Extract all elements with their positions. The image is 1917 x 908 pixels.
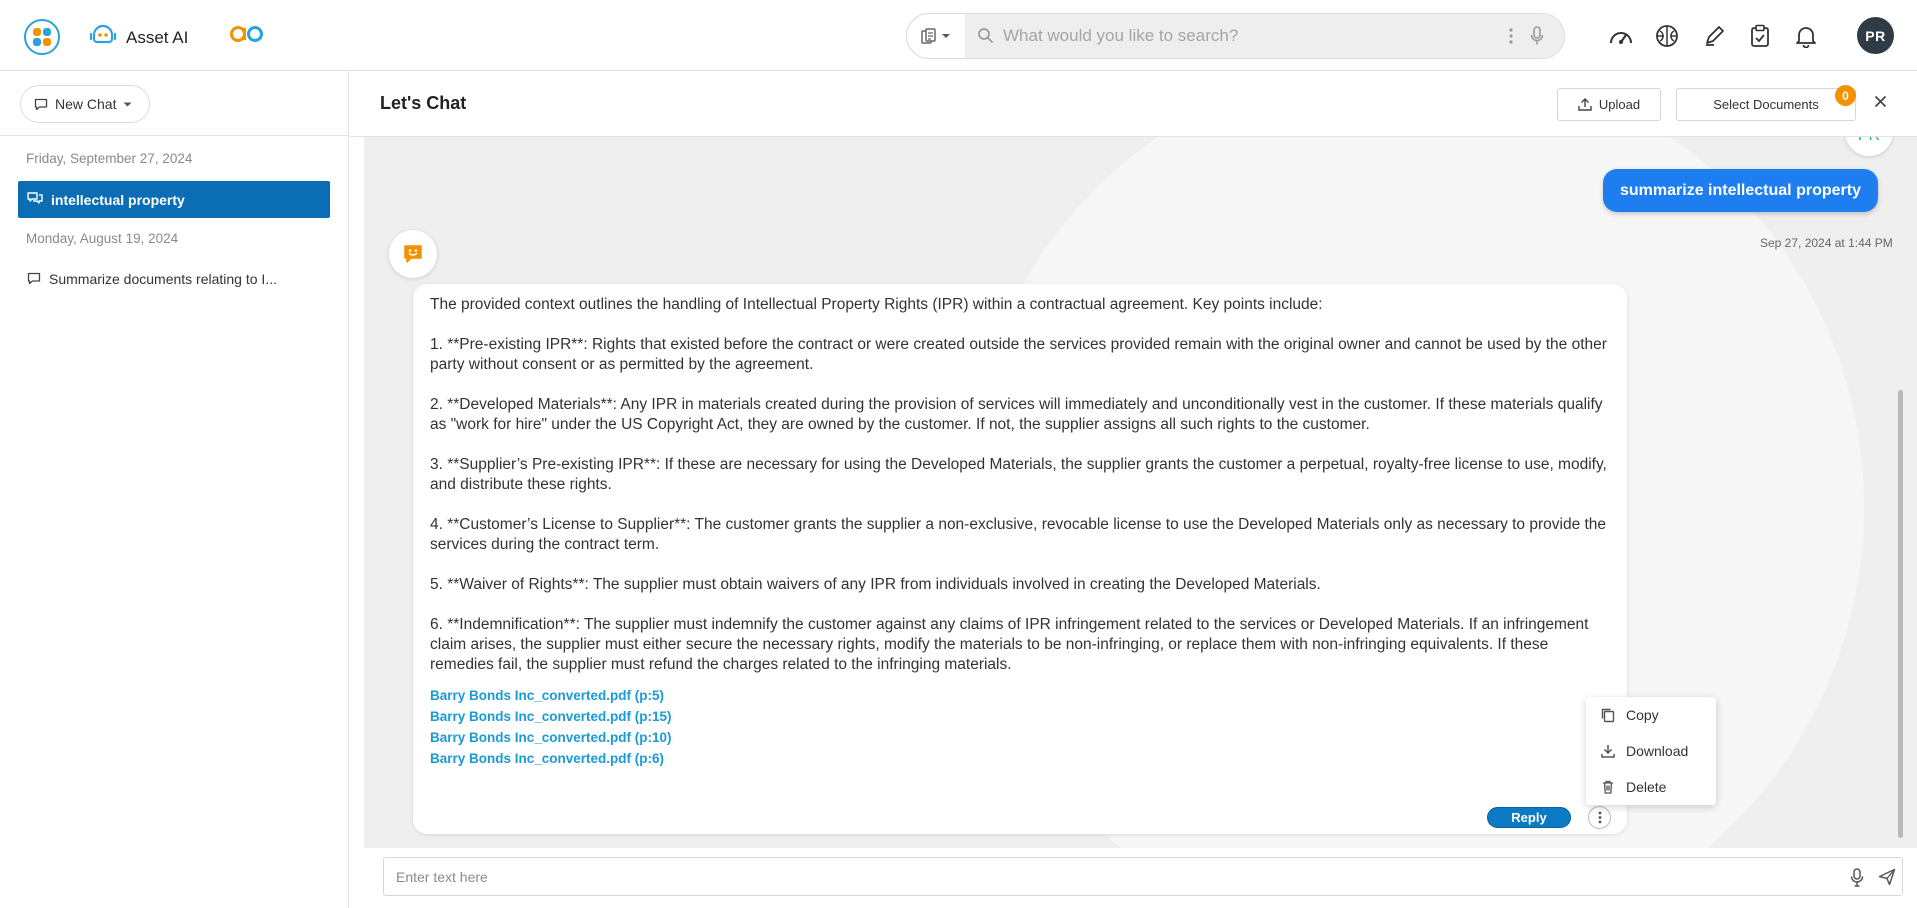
download-label: Download [1626, 743, 1689, 759]
search-icon [977, 27, 994, 44]
speedometer-icon[interactable] [1607, 22, 1635, 50]
message-composer [383, 857, 1903, 896]
app-launcher-icon[interactable] [24, 19, 60, 55]
partner-logo-icon [229, 24, 265, 49]
chat-scrollbar[interactable] [1898, 390, 1903, 838]
delete-menu-item[interactable] [1600, 779, 1666, 795]
bot-paragraph: The provided context outlines the handling of Intellectual Property Rights (IPR) within a contractual agreement. Key points include: [430, 296, 1323, 313]
history-date-label: Friday, September 27, 2024 [26, 151, 193, 166]
asset-ai-logo-icon [88, 21, 118, 54]
bot-message-bubble [413, 284, 1627, 834]
copy-icon [1600, 707, 1616, 723]
bot-paragraph: 3. **Supplier’s Pre-existing IPR**: If these are necessary for using the Developed Materials, the supplier grants the customer a perpetual, royalty-free license to use, modify, and distribute these rights. [430, 456, 1607, 493]
search-scope-dropdown[interactable] [907, 14, 965, 58]
new-chat-label: New Chat [55, 96, 117, 112]
chat-title: Let's Chat [380, 93, 467, 113]
chevron-down-icon [123, 102, 132, 107]
selected-documents-count-badge: 0 [1835, 85, 1856, 106]
clipboard-check-icon[interactable] [1746, 22, 1774, 50]
microphone-icon[interactable] [1850, 868, 1864, 887]
search-options-icon[interactable] [1508, 27, 1514, 45]
delete-label: Delete [1626, 779, 1667, 795]
brain-icon[interactable] [1653, 22, 1681, 50]
bot-paragraph: 6. **Indemnification**: The supplier must indemnify the customer against any claims of IPR infringement related to the services or Developed Materials. If an infringement claim arises, the supplier must either secure the necessary rights, modify the materials to be non-infringing, or replace them with non-infringing equivalents. If these remedies fail, the supplier must refund the charges related to the infringing materials. [430, 616, 1589, 673]
select-documents-button[interactable] [1676, 88, 1856, 121]
send-icon[interactable] [1878, 868, 1896, 886]
message-input[interactable] [396, 867, 1796, 887]
source-link[interactable]: Barry Bonds Inc_converted.pdf (p:5) [430, 688, 665, 703]
bot-paragraph: 4. **Customer’s License to Supplier**: The customer grants the supplier a non-exclusive, revocable license to use the Developed Materials only as necessary to provide the services during the contract term. [430, 516, 1607, 553]
brand[interactable] [88, 21, 188, 54]
search-input[interactable] [1003, 24, 1483, 48]
bot-paragraph: 5. **Waiver of Rights**: The supplier must obtain waivers of any IPR from individuals involved in creating the Developed Materials. [430, 576, 1321, 593]
microphone-icon[interactable] [1530, 26, 1544, 46]
user-message-bubble: summarize intellectual property [1603, 169, 1878, 212]
user-avatar[interactable]: PR [1857, 17, 1894, 54]
upload-label: Upload [1598, 97, 1641, 112]
history-item[interactable] [18, 260, 330, 297]
bot-avatar [389, 230, 437, 278]
new-chat-button[interactable] [20, 85, 150, 123]
documents-icon [921, 28, 939, 44]
download-icon [1600, 743, 1616, 759]
bot-smiley-chat-icon [403, 244, 423, 264]
more-vertical-icon [1598, 811, 1602, 824]
global-search [906, 13, 1565, 59]
upload-button[interactable] [1557, 88, 1661, 121]
source-link[interactable]: Barry Bonds Inc_converted.pdf (p:15) [430, 709, 672, 724]
close-icon[interactable] [1874, 95, 1887, 113]
chat-bubble-icon [34, 98, 48, 111]
reply-button[interactable]: Reply [1487, 807, 1571, 828]
copy-menu-item[interactable] [1600, 707, 1659, 723]
source-link[interactable]: Barry Bonds Inc_converted.pdf (p:10) [430, 730, 672, 745]
search-field [965, 14, 1564, 58]
history-item-label: Summarize documents relating to I... [49, 270, 277, 287]
upload-icon [1578, 98, 1592, 111]
message-context-menu [1586, 697, 1716, 805]
history-item-active[interactable] [18, 181, 330, 218]
brand-name: Asset AI [126, 27, 189, 47]
copy-label: Copy [1626, 707, 1659, 723]
history-date-label: Monday, August 19, 2024 [26, 231, 179, 246]
download-menu-item[interactable] [1600, 743, 1688, 759]
bell-icon[interactable] [1792, 22, 1820, 50]
chat-bubble-icon [27, 272, 41, 285]
bot-paragraph: 1. **Pre-existing IPR**: Rights that existed before the contract or were created outside the services provided remain with the original owner and cannot be used by the other party without consent or as permitted by the agreement. [430, 336, 1607, 373]
chat-header [350, 71, 1917, 137]
source-link[interactable]: Barry Bonds Inc_converted.pdf (p:6) [430, 751, 665, 766]
history-item-label: intellectual property [51, 191, 185, 208]
chat-history-sidebar [0, 71, 349, 908]
source-links [430, 685, 672, 769]
bot-message-text [430, 295, 1610, 695]
top-header [0, 0, 1917, 71]
chats-icon [27, 192, 43, 207]
chevron-down-icon [941, 33, 951, 39]
bot-paragraph: 2. **Developed Materials**: Any IPR in materials created during the provision of services will immediately and unconditionally vest in the customer. If these materials qualify as "work for hire" under the US Copyright Act, they are owned by the customer. If not, the supplier assigns all such rights to the customer. [430, 396, 1603, 433]
message-options-button[interactable] [1588, 806, 1611, 829]
trash-icon [1600, 779, 1616, 795]
pen-icon[interactable] [1700, 22, 1728, 50]
select-documents-label: Select Documents [1713, 97, 1819, 112]
user-message-timestamp: Sep 27, 2024 at 1:44 PM [1760, 236, 1893, 250]
sidebar-divider [0, 135, 349, 136]
